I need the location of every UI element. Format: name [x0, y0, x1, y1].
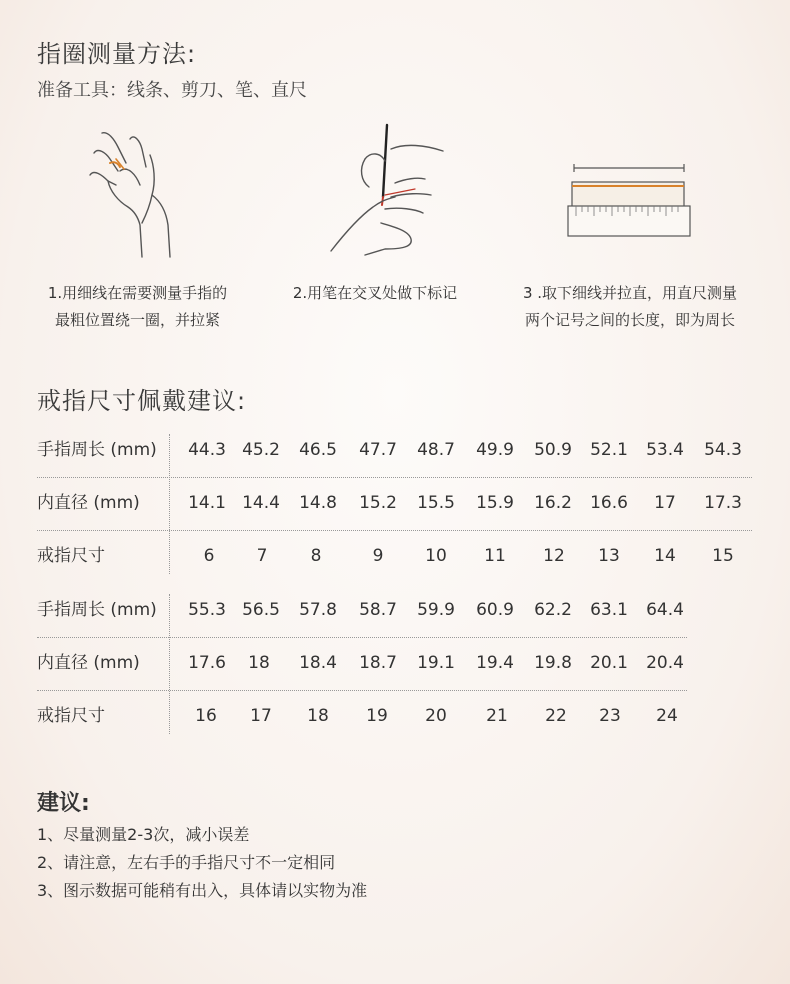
size-section-title: 戒指尺寸佩戴建议:	[37, 387, 247, 415]
advice-item: 1、尽量测量2-3次，减小误差	[37, 825, 250, 844]
step-2-caption	[270, 280, 480, 307]
advice-list	[37, 821, 367, 905]
step-3-caption	[500, 280, 760, 334]
table-cell: 19.8	[534, 653, 572, 673]
table-cell: 46.5	[299, 440, 337, 460]
table-cell: 8	[310, 546, 322, 566]
table-cell: 12	[543, 546, 565, 566]
step-3-line-2: 两个记号之间的长度，即为周长	[524, 311, 735, 329]
step-2-line-1: 2.用笔在交叉处做下标记	[292, 284, 458, 302]
table-cell: 44.3	[188, 440, 226, 460]
table-cell: 21	[486, 706, 508, 726]
table-row	[37, 637, 687, 690]
advice-title: 建议:	[37, 791, 90, 816]
step-1-line-2: 最粗位置绕一圈，并拉紧	[54, 311, 220, 329]
hand-with-string-icon	[80, 125, 190, 260]
table-cell: 14.1	[188, 493, 226, 513]
table-cell: 16	[195, 706, 217, 726]
table-cell: 55.3	[188, 600, 226, 620]
table-cell: 15	[712, 546, 734, 566]
table-cell: 19.4	[476, 653, 514, 673]
table-row	[37, 530, 752, 583]
table-cell: 63.1	[590, 600, 628, 620]
advice-item: 3、图示数据可能稍有出入，具体请以实物为准	[37, 881, 368, 900]
row-label-circumference: 手指周长 (mm)	[37, 600, 157, 620]
table-cell: 6	[203, 546, 215, 566]
table-cell: 15.2	[359, 493, 397, 513]
row-label-inner-diameter: 内直径 (mm)	[37, 653, 140, 673]
table-cell: 14.4	[242, 493, 280, 513]
table-cell: 7	[256, 546, 268, 566]
table-cell: 60.9	[476, 600, 514, 620]
table-cell: 20.4	[646, 653, 684, 673]
ruler-icon	[566, 160, 692, 240]
row-label-ring-size: 戒指尺寸	[37, 706, 105, 726]
size-table-2	[37, 584, 687, 743]
table-cell: 10	[425, 546, 447, 566]
table-cell: 13	[598, 546, 620, 566]
table-cell: 22	[545, 706, 567, 726]
table-cell: 17.3	[704, 493, 742, 513]
table-cell: 15.9	[476, 493, 514, 513]
table-cell: 48.7	[417, 440, 455, 460]
row-label-ring-size: 戒指尺寸	[37, 546, 105, 566]
table-cell: 52.1	[590, 440, 628, 460]
table-cell: 53.4	[646, 440, 684, 460]
tools-text: 准备工具：线条、剪刀、笔、直尺	[37, 80, 307, 101]
table-cell: 62.2	[534, 600, 572, 620]
size-table-1	[37, 424, 752, 583]
table-cell: 17.6	[188, 653, 226, 673]
table-cell: 47.7	[359, 440, 397, 460]
step-1-caption	[20, 280, 255, 334]
table-cell: 14	[654, 546, 676, 566]
table-row	[37, 477, 752, 530]
table-row	[37, 424, 752, 477]
table-cell: 23	[599, 706, 621, 726]
advice-item: 2、请注意，左右手的手指尺寸不一定相同	[37, 853, 336, 872]
page-title: 指圈测量方法:	[37, 40, 197, 68]
table-cell: 18	[307, 706, 329, 726]
table-cell: 19	[366, 706, 388, 726]
table-cell: 24	[656, 706, 678, 726]
pen-marking-icon	[325, 123, 455, 258]
table-cell: 59.9	[417, 600, 455, 620]
table-cell: 45.2	[242, 440, 280, 460]
row-label-inner-diameter: 内直径 (mm)	[37, 493, 140, 513]
table-cell: 20	[425, 706, 447, 726]
table-cell: 15.5	[417, 493, 455, 513]
table-cell: 54.3	[704, 440, 742, 460]
table-cell: 17	[654, 493, 676, 513]
table-cell: 9	[372, 546, 384, 566]
table-cell: 64.4	[646, 600, 684, 620]
table-cell: 16.2	[534, 493, 572, 513]
table-cell: 19.1	[417, 653, 455, 673]
table-cell: 16.6	[590, 493, 628, 513]
table-cell: 20.1	[590, 653, 628, 673]
step-1-line-1: 1.用细线在需要测量手指的	[47, 284, 228, 302]
table-cell: 50.9	[534, 440, 572, 460]
table-cell: 11	[484, 546, 506, 566]
table-cell: 18.4	[299, 653, 337, 673]
table-cell: 14.8	[299, 493, 337, 513]
row-label-circumference: 手指周长 (mm)	[37, 440, 157, 460]
step-3-line-1: 3 .取下细线并拉直，用直尺测量	[522, 284, 738, 302]
table-cell: 17	[250, 706, 272, 726]
table-cell: 49.9	[476, 440, 514, 460]
table-cell: 56.5	[242, 600, 280, 620]
table-cell: 58.7	[359, 600, 397, 620]
table-cell: 57.8	[299, 600, 337, 620]
table-row	[37, 584, 687, 637]
table-row	[37, 690, 687, 743]
table-cell: 18	[248, 653, 270, 673]
table-cell: 18.7	[359, 653, 397, 673]
